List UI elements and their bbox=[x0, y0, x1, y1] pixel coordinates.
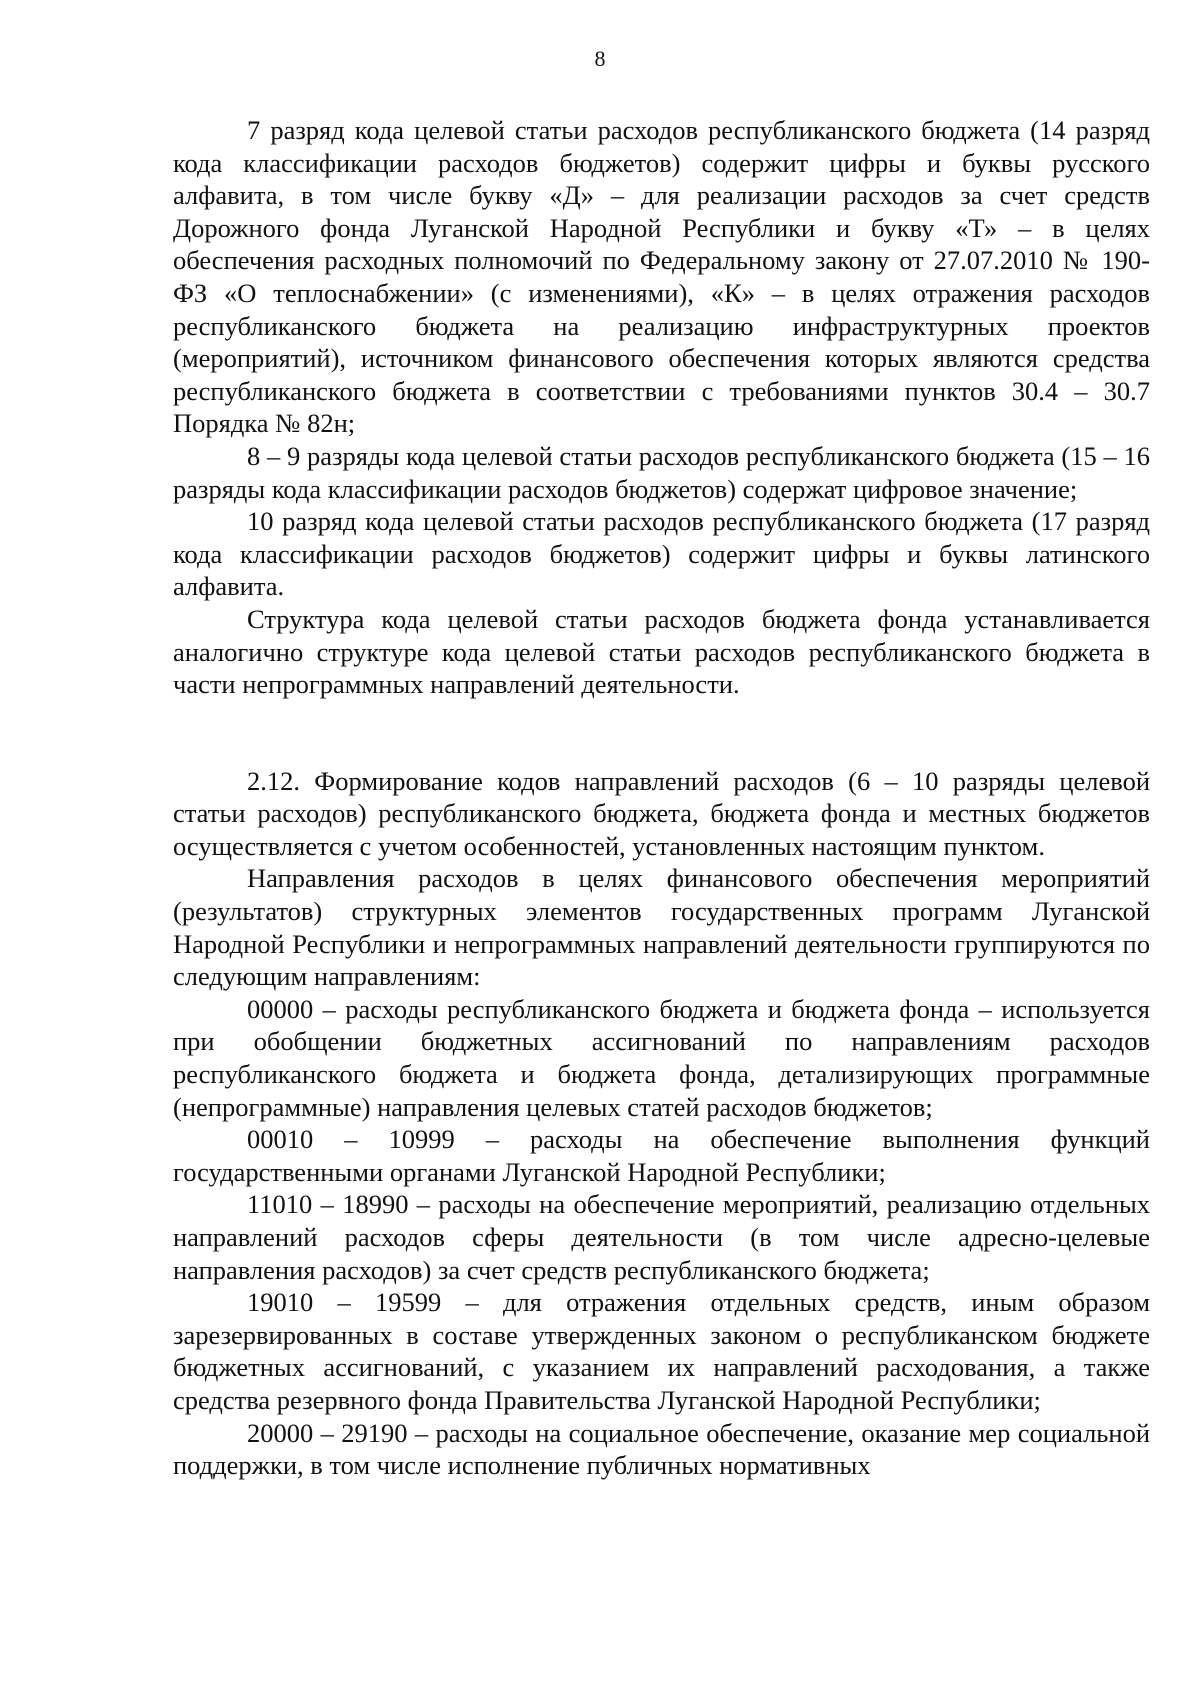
paragraph-fund-structure: Структура кода целевой статьи расходов бюджета фонда устанавливается аналогично структуре кода целевой статьи расходов республиканского бюджета в части непрограммных направлений деятельности. bbox=[173, 603, 1150, 700]
paragraph-code-00010-10999: 00010 – 10999 – расходы на обеспечение выполнения функций государственными органами Луганской Народной Республики; bbox=[173, 1124, 1150, 1187]
paragraph-code-00000: 00000 – расходы республиканского бюджета и бюджета фонда – используется при обобщении бюджетных ассигнований по направлениям расходов республиканского бюджета и бюджета фонда, детализирующих программные (непрограммные) направления целевых статей расходов бюджетов; bbox=[173, 993, 1150, 1122]
paragraph-digit-7: 7 разряд кода целевой статьи расходов республиканского бюджета (14 разряд кода классификации расходов бюджетов) содержит цифры и буквы русского алфавита, в том числе букву «Д» – для реализации расходов за счет средств Дорожного фонда Луганской Народной Республики и букву «Т» – в целях обеспечения расходных полномочий по Федеральному закону от 27.07.2010 № 190-ФЗ «О теплоснабжении» (с изменениями), «К» – в целях отражения расходов республиканского бюджета на реализацию инфраструктурных проектов (мероприятий), источником финансового обеспечения которых являются средства республиканского бюджета в соответствии с требованиями пунктов 30.4 – 30.7 Порядка № 82н; bbox=[173, 115, 1150, 439]
paragraph-code-19010-19599: 19010 – 19599 – для отражения отдельных средств, иным образом зарезервированных в составе утвержденных законом о республиканском бюджете бюджетных ассигнований, с указанием их направлений расходования, а также средства резервного фонда Правительства Луганской Народной Республики; bbox=[173, 1287, 1150, 1415]
paragraph-digits-8-9: 8 – 9 разряды кода целевой статьи расходов республиканского бюджета (15 – 16 разряды кода классификации расходов бюджетов) содержат цифровое значение; bbox=[173, 440, 1150, 504]
paragraph-code-20000-29190: 20000 – 29190 – расходы на социальное обеспечение, оказание мер социальной поддержки, в том числе исполнение публичных нормативных bbox=[173, 1417, 1150, 1481]
document-body bbox=[173, 114, 1150, 1482]
paragraph-directions-intro: Направления расходов в целях финансового обеспечения мероприятий (результатов) структурных элементов государственных программ Луганской Народной Республики и непрограммных направлений деятельности группируются по следующим направлениям: bbox=[173, 863, 1150, 992]
paragraph-digit-10: 10 разряд кода целевой статьи расходов республиканского бюджета (17 разряд кода классификации расходов бюджетов) содержит цифры и буквы латинского алфавита. bbox=[173, 506, 1150, 602]
paragraph-section-2-12: 2.12. Формирование кодов направлений расходов (6 – 10 разряды целевой статьи расходов) республиканского бюджета, бюджета фонда и местных бюджетов осуществляется с учетом особенностей, установленных настоящим пунктом. bbox=[173, 765, 1150, 861]
page-number: 8 bbox=[594, 46, 606, 71]
paragraph-code-11010-18990: 11010 – 18990 – расходы на обеспечение мероприятий, реализацию отдельных направлений расходов сферы деятельности (в том числе адресно-целевые направления расходов) за счет средств республиканского бюджета; bbox=[173, 1189, 1150, 1285]
